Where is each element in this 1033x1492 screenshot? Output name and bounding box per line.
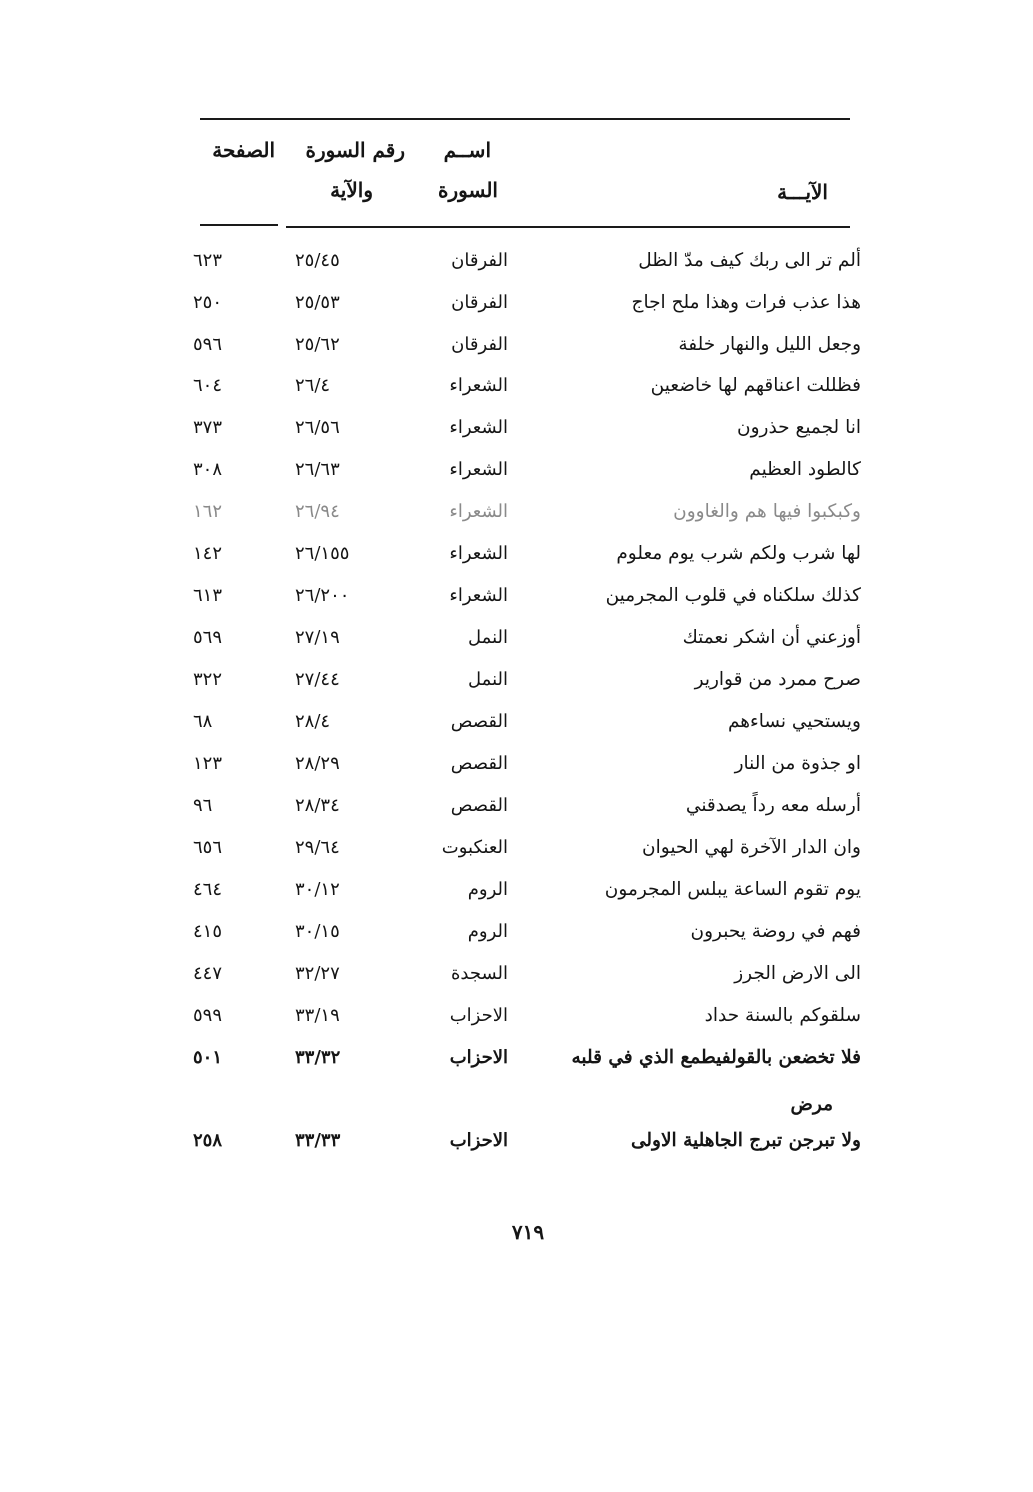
page-ref: ١٦٢ [193, 501, 223, 522]
top-rule [200, 118, 850, 120]
sura-name: النمل [468, 669, 508, 690]
page-ref: ٦٠٤ [193, 375, 223, 396]
table-row [0, 828, 1033, 868]
header-sura-name-line2: السورة [438, 178, 498, 202]
table-row [0, 576, 1033, 616]
verse-continuation: مرض [790, 1094, 833, 1115]
verse-text: ويستحيي نساءهم [727, 711, 861, 732]
table-row [0, 870, 1033, 910]
sura-verse-ref: ٢٧/٤٤ [295, 669, 340, 690]
sura-verse-ref: ٢٨/٣٤ [295, 795, 340, 816]
page-ref: ٥٩٩ [193, 1005, 223, 1026]
verse-text: أرسله معه رداً يصدقني [685, 795, 861, 816]
table-row [0, 366, 1033, 406]
verse-text: او جذوة من النار [734, 753, 861, 774]
sura-verse-ref: ٢٨/٤ [295, 711, 331, 732]
table-row [0, 492, 1033, 532]
page-ref: ٢٥٠ [193, 292, 223, 313]
table-row [0, 744, 1033, 784]
sura-name: الاحزاب [449, 1005, 508, 1026]
page-ref: ٤١٥ [193, 921, 223, 942]
verse-text: هذا عذب فرات وهذا ملح اجاج [631, 292, 861, 313]
sura-name: الشعراء [449, 417, 508, 438]
table-row [0, 283, 1033, 323]
sura-name: الروم [467, 879, 508, 900]
page-ref: ١٢٣ [193, 753, 223, 774]
sura-name: الفرقان [451, 250, 508, 271]
verse-text: الى الارض الجرز [734, 963, 861, 984]
table-row [0, 408, 1033, 448]
verse-text: كذلك سلكناه في قلوب المجرمين [605, 585, 861, 606]
page-ref: ٥٦٩ [193, 627, 223, 648]
page-ref: ٤٦٤ [193, 879, 223, 900]
sura-verse-ref: ٢٩/٦٤ [295, 837, 340, 858]
verse-text: انا لجميع حذرون [737, 417, 861, 438]
verse-text: ألم تر الى ربك كيف مدّ الظل [638, 250, 861, 271]
verse-text: وجعل الليل والنهار خلفة [678, 334, 861, 355]
verse-text: فلا تخضعن بالقولفيطمع الذي في قلبه [571, 1047, 861, 1068]
sura-verse-ref: ٢٥/٦٢ [295, 334, 340, 355]
header-sura-name-line1: اســم [443, 138, 491, 162]
sura-verse-ref: ٢٨/٢٩ [295, 753, 340, 774]
sura-name: الشعراء [449, 375, 508, 396]
sura-verse-ref: ٢٥/٤٥ [295, 250, 340, 271]
sura-verse-ref: ٢٧/١٩ [295, 627, 340, 648]
sura-name: الاحزاب [449, 1047, 508, 1068]
sura-name: الشعراء [449, 501, 508, 522]
sura-verse-ref: ٣٣/٣٢ [295, 1047, 341, 1068]
verse-text: وكبكبوا فيها هم والغاوون [673, 501, 861, 522]
table-row [0, 1121, 1033, 1161]
verse-text: فهم في روضة يحبرون [690, 921, 861, 942]
header-rule-right [286, 226, 850, 228]
sura-name: الشعراء [449, 459, 508, 480]
verse-text: ولا تبرجن تبرج الجاهلية الاولى [630, 1130, 861, 1151]
header-page: الصفحة [212, 138, 275, 162]
page-ref: ٦٨ [193, 711, 213, 732]
sura-name: العنكبوت [441, 837, 508, 858]
table-row [0, 450, 1033, 490]
page-ref: ٦١٣ [193, 585, 223, 606]
table-row [0, 534, 1033, 574]
sura-name: القصص [450, 795, 508, 816]
page-ref: ٣٢٢ [193, 669, 223, 690]
sura-name: الفرقان [451, 334, 508, 355]
verse-text: لها شرب ولكم شرب يوم معلوم [616, 543, 861, 564]
verse-text: كالطود العظيم [749, 459, 861, 480]
sura-name: الفرقان [451, 292, 508, 313]
sura-name: القصص [450, 753, 508, 774]
header-sura-ref-line2: والآية [330, 178, 373, 202]
page-ref: ١٤٢ [193, 543, 223, 564]
sura-name: القصص [450, 711, 508, 732]
sura-name: الشعراء [449, 585, 508, 606]
sura-name: الاحزاب [449, 1130, 508, 1151]
sura-verse-ref: ٢٦/٦٣ [295, 459, 340, 480]
table-row [0, 1038, 1033, 1078]
page-ref: ٤٤٧ [193, 963, 223, 984]
table-row [0, 618, 1033, 658]
sura-verse-ref: ٢٦/٥٦ [295, 417, 340, 438]
header-sura-ref-line1: رقم السورة [305, 138, 405, 162]
header-verse: الآيـــة [777, 180, 828, 204]
sura-verse-ref: ٣٠/١٥ [295, 921, 340, 942]
sura-verse-ref: ٣٣/٣٣ [295, 1130, 341, 1151]
verse-text: أوزعني أن اشكر نعمتك [682, 627, 861, 648]
sura-name: الشعراء [449, 543, 508, 564]
page-ref: ٦٢٣ [193, 250, 223, 271]
page-ref: ٣٠٨ [193, 459, 223, 480]
sura-verse-ref: ٢٥/٥٣ [295, 292, 340, 313]
sura-verse-ref: ٣٣/١٩ [295, 1005, 340, 1026]
page-ref: ٣٧٣ [193, 417, 223, 438]
table-row [0, 996, 1033, 1036]
header-rule-left [200, 224, 278, 226]
verse-text: يوم تقوم الساعة يبلس المجرمون [604, 879, 861, 900]
page-ref: ٦٥٦ [193, 837, 223, 858]
table-row [0, 912, 1033, 952]
sura-name: النمل [468, 627, 508, 648]
sura-verse-ref: ٢٦/١٥٥ [295, 543, 350, 564]
sura-name: الروم [467, 921, 508, 942]
page-ref: ٥٩٦ [193, 334, 223, 355]
page-ref: ٩٦ [193, 795, 213, 816]
table-row [0, 702, 1033, 742]
sura-verse-ref: ٢٦/٩٤ [295, 501, 340, 522]
sura-name: السجدة [450, 963, 508, 984]
page-number: ٧١٩ [511, 1220, 545, 1244]
table-row [0, 954, 1033, 994]
sura-verse-ref: ٢٦/٤ [295, 375, 331, 396]
table-row [0, 325, 1033, 365]
verse-text: وان الدار الآخرة لهي الحيوان [642, 837, 861, 858]
sura-verse-ref: ٣٠/١٢ [295, 879, 340, 900]
sura-verse-ref: ٣٢/٢٧ [295, 963, 340, 984]
table-row [0, 241, 1033, 281]
sura-verse-ref: ٢٦/٢٠٠ [295, 585, 350, 606]
verse-text: فظللت اعناقهم لها خاضعين [650, 375, 861, 396]
verse-text: صرح ممرد من قوارير [694, 669, 861, 690]
table-row [0, 786, 1033, 826]
table-row [0, 660, 1033, 700]
verse-text: سلقوكم بالسنة حداد [704, 1005, 861, 1026]
page-ref: ٢٥٨ [193, 1130, 223, 1151]
page-ref: ٥٠١ [193, 1047, 223, 1068]
